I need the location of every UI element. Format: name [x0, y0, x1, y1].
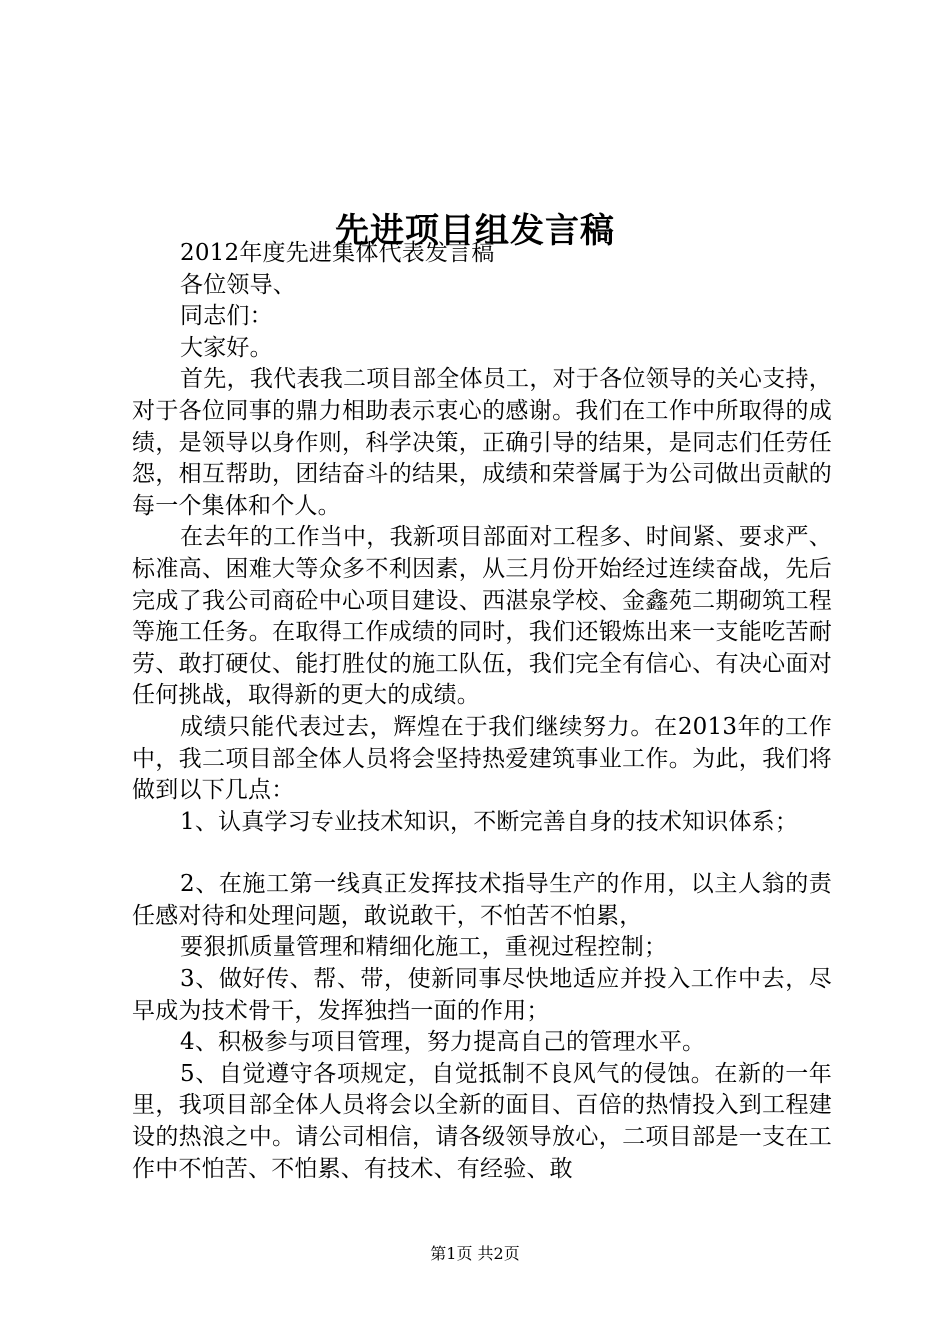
list-item-4: 4、积极参与项目管理，努力提高自己的管理水平。 — [180, 1029, 706, 1056]
list-item-2-continued: 要狠抓质量管理和精细化施工，重视过程控制； — [180, 934, 668, 961]
greeting: 大家好。 — [180, 334, 273, 361]
list-item-5: 5、自觉遵守各项规定，自觉抵制不良风气的侵蚀。在新的一年里，我项目部全体人员将会以全新的面目、百倍的热情投入到工程建设的热浪之中。请公司相信，请各级领导放心，二项目部是一支在工作中不怕苦、不怕累、有技术、有经验、敢 — [132, 1060, 832, 1182]
document-body — [132, 238, 832, 1185]
salutation-comrades: 同志们： — [180, 303, 273, 330]
salutation-leaders: 各位领导、 — [180, 271, 296, 298]
paragraph-thanks: 首先，我代表我二项目部全体员工，对于各位领导的关心支持，对于各位同事的鼎力相助表示衷心的感谢。我们在工作中所取得的成绩，是领导以身作则，科学决策，正确引导的结果，是同志们任劳任怨，相互帮助，团结奋斗的结果，成绩和荣誉属于为公司做出贡献的每一个集体和个人。 — [132, 366, 832, 519]
page-number-footer: 第1页 共2页 — [430, 1244, 520, 1263]
list-item-1: 1、认真学习专业技术知识，不断完善自身的技术知识体系； — [180, 808, 799, 835]
paragraph-plans-intro: 成绩只能代表过去，辉煌在于我们继续努力。在2013年的工作中，我二项目部全体人员将会坚持热爱建筑事业工作。为此，我们将做到以下几点： — [132, 713, 832, 804]
list-item-3: 3、做好传、帮、带，使新同事尽快地适应并投入工作中去，尽早成为技术骨干，发挥独挡一面的作用； — [132, 966, 832, 1024]
paragraph-last-year: 在去年的工作当中，我新项目部面对工程多、时间紧、要求严、标准高、困难大等众多不利因素，从三月份开始经过连续奋战，先后完成了我公司商砼中心项目建设、西湛泉学校、金鑫苑二期砌筑工程等施工任务。在取得工作成绩的同时，我们还锻炼出来一支能吃苦耐劳、敢打硬仗、能打胜仗的施工队伍，我们完全有信心、有决心面对任何挑战，取得新的更大的成绩。 — [132, 524, 832, 709]
subtitle-line: 2012年度先进集体代表发言稿 — [180, 240, 495, 266]
document-title: 先进项目组发言稿 — [335, 210, 615, 251]
list-item-2: 2、在施工第一线真正发挥技术指导生产的作用，以主人翁的责任感对待和处理问题，敢说敢干，不怕苦不怕累， — [132, 871, 832, 929]
